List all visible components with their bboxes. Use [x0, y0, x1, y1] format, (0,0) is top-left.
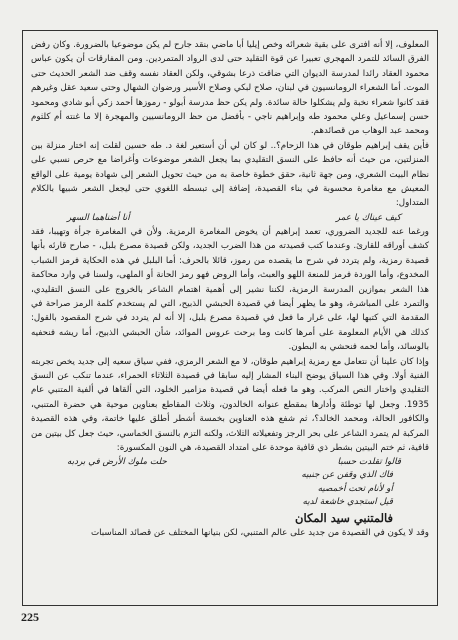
verse-hemistich-left: أنا أضناهما السهر — [67, 212, 130, 223]
verse-couplet — [31, 455, 429, 469]
page-frame — [22, 30, 438, 606]
verse-line: قيل استجدي خاشعة لديه — [302, 497, 393, 508]
verse-couplet — [31, 211, 429, 225]
paragraph: فأين يقف إبراهيم طوقان في هذا الزحام؟.. لو كان لي أن أستعير لغة د. طه حسين لقلت إنه اختار منزلة بين المنزلتين، من حيث أنه حافظ على النسق التقليدي بما يجعل الشعر موضوعات وأغراضا مع حرص نسبي على نظام البيت الشعري، ومن جهة ثانية، حقق خطوة خاصة به من حيث تحويل الشعر إلى شهادة يومية على الواقع المعيش مع مغامرة محسوبة في بناء القصيدة، إضافة إلى تبسطه اللغوي حتى ليجعل الشعر شبيها بالكلام المتداول: — [31, 140, 429, 209]
page-number: 225 — [21, 610, 39, 624]
paragraph: وقد لا يكون في القصيدة من جديد على عالم المتنبي، لكن بنيانها المختلف عن قصائد المناسبات — [90, 527, 429, 538]
body-text — [31, 38, 429, 211]
paragraph: وإذا كان علينا أن نتعامل مع رمزية إبراهيم طوقان، لا مع الشعر الرمزي، ففي سياق سعيه إلى جديد يخص تجربته الفنية أولا. وفي هذا السياق يوضح البناء المشار إليه سابقا في قصيدة الثلاثاء الحمراء، عندما تنكب عن النسق التقليدي واختار النص المركب. وهو ما فعله أيضا في قصيدة مزامير الخلود، التي ألقاها في ألفية المتنبي عام 1935. وجعل لها توطئة وأدارها بمقطع عنوانه الخالدون، وثلاث المقاطع بعناوين موحية هي حضرة المتنبي، والكافور الحالة، ومحمد الخالد؟، ثم شفع هذه العناوين بخمسة أشطر أطلق عليها خاتمة، وفي هذه القصيدة المركبة لم يتمرد الشاعر على بحر الرجز وتفعيلاته الثلاث، ولكنه التزم بالنسق الخماسي، حيث جعل كل بيتين من قافية، ثم ختم البيتين بشطر ذي قافية موحدة على امتداد القصيدة، هي النون المكسورة: — [31, 356, 429, 453]
verse-hemistich-right: كيف عيناك يا عمر — [335, 212, 401, 223]
paragraph: المعلوف، إلا أنه افترى على بقية شعرائه وخص إيليا أبا ماضي بنقد جارح لم يكن موضوعيا بالضرورة. وكان رفض الفرق السائد للتمرد المهجري تعبيرا عن قوة التقليد حتى لدى الرواد المتمردين. ومن المفارقات أن يكون عباس محمود العقاد رائدا لمدرسة الديوان التي ضاقت ذرعا بشوقي، ولكن العقاد نفسه وقف ضد الشعر الحديث حتى الموت. أما الشعراء الرومانسيون في لبنان، صلاح لبكي وصلاح الأسير ورضوان الشهال وحتى سعيد عقل وغيرهم فقد كانوا شعراء نخبة ولم يشكلوا حالة سائدة. ولم يكن حظ مدرسة أبولو - رموزها أحمد زكي أبو شادي ومحمود حسن إسماعيل وعلي محمود طه وإبراهيم ناجي - بأفضل من حظ الرومانسيين والمهجرة إلا ما غنته أم كلثوم ومحمد عبد الوهاب من قصائدهم. — [31, 40, 429, 137]
verse-line: فاك الذي وقفن عن جنبيه — [301, 470, 393, 481]
verse-stanza — [31, 469, 429, 526]
verse-hemistich-left: حلت ملوك الأرض في بردبه — [67, 457, 167, 468]
body-text — [31, 225, 429, 456]
body-text — [31, 526, 429, 540]
paragraph: ورغما عنه للجديد الضروري، تعمد إبراهيم أن يخوض المغامرة الرمزية. ولأن في المغامرة جرأة وتهيبا، فقد كشف أوراقه للقارئ. وعندما كتب قصيدته من هذا الضرب الجديد، ولكن قصيدة مصرع بلبل، - صارح قارئه بأنها قصيدة رمزية، ولم يتردد في شرح ما يقصده من رموز، قائلا بالحرف: أما البلبل في هذه الحكاية فرمز الشباب المخدوع، وأما الوردة فرمز للمنعة اللهو والعبث، وأما الروض فهو رمز الحانة أو الملهى، ولسنا في وارد محاكمة هذا الشعر بموازين المدرسة الرمزية، لكننا نشير إلى أهمية اهتمام الشاعر بالخروج على النسق التقليدي، والتمرد على المباشرة، وهو ما يظهر أيضا في قصيدة الحبشي الذبيح، التي لم يستخدم كلمة الرمز صراحة في المقدمة التي كتبها لها، على غرار ما فعل في قصيدة مصرع بلبل، إلا أنه لم يتردد في شرح المقصود بالقول: كذلك هي الأيام المعلومة على أمرها كانت وما برحت عروس الموائد، شأن الحبشي الذبيح، أما ريشه فنحفيه بالوسائد، وأما لحمه فنحشي به البطون. — [31, 226, 429, 353]
verse-refrain: فالمتنبي سيد المكان — [295, 510, 393, 525]
verse-line: أو لأنام تحت أخمصيه — [317, 483, 393, 494]
verse-hemistich-right: قالوا تقلدت حسبا — [337, 457, 401, 468]
